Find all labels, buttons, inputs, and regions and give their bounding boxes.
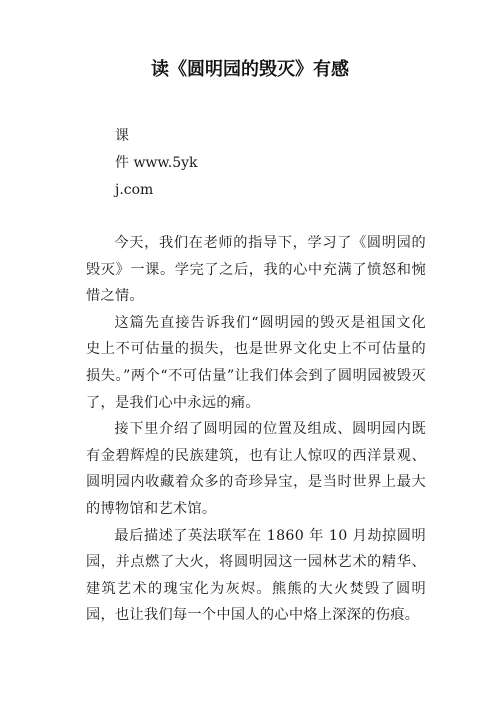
paragraph-2: 这篇先直接告诉我们“圆明园的毁灭是祖国文化史上不可估量的损失，也是世界文化史上不可估量的损失。”两个“不可估量”让我们体会到了圆明园被毁灭了，是我们心中永远的痛。 — [86, 314, 426, 411]
source-line-3: j.com — [115, 182, 154, 198]
paragraph-4: 最后描述了英法联军在 1860 年 10 月劫掠圆明园，并点燃了大火，将圆明园这一园林艺术的精华、建筑艺术的瑰宝化为灰烬。熊熊的大火焚毁了圆明园，也让我们每一个中国人的心中烙上深深的伤痕。 — [86, 527, 426, 624]
paragraph-1: 今天，我们在老师的指导下，学习了《圆明园的毁灭》一课。学完了之后，我的心中充满了愤怒和惋惜之情。 — [86, 235, 426, 305]
document-body — [86, 230, 426, 629]
source-line-1: 课 — [115, 128, 129, 144]
source-note — [115, 123, 198, 204]
document-title: 读《圆明园的毁灭》有感 — [151, 59, 349, 80]
source-line-2: 件 www.5yk — [115, 155, 198, 171]
paragraph-3: 接下里介绍了圆明园的位置及组成、圆明园内既有金碧辉煌的民族建筑，也有让人惊叹的西洋景观、圆明园内收藏着众多的奇珍异宝，是当时世界上最大的博物馆和艺术馆。 — [86, 421, 426, 517]
